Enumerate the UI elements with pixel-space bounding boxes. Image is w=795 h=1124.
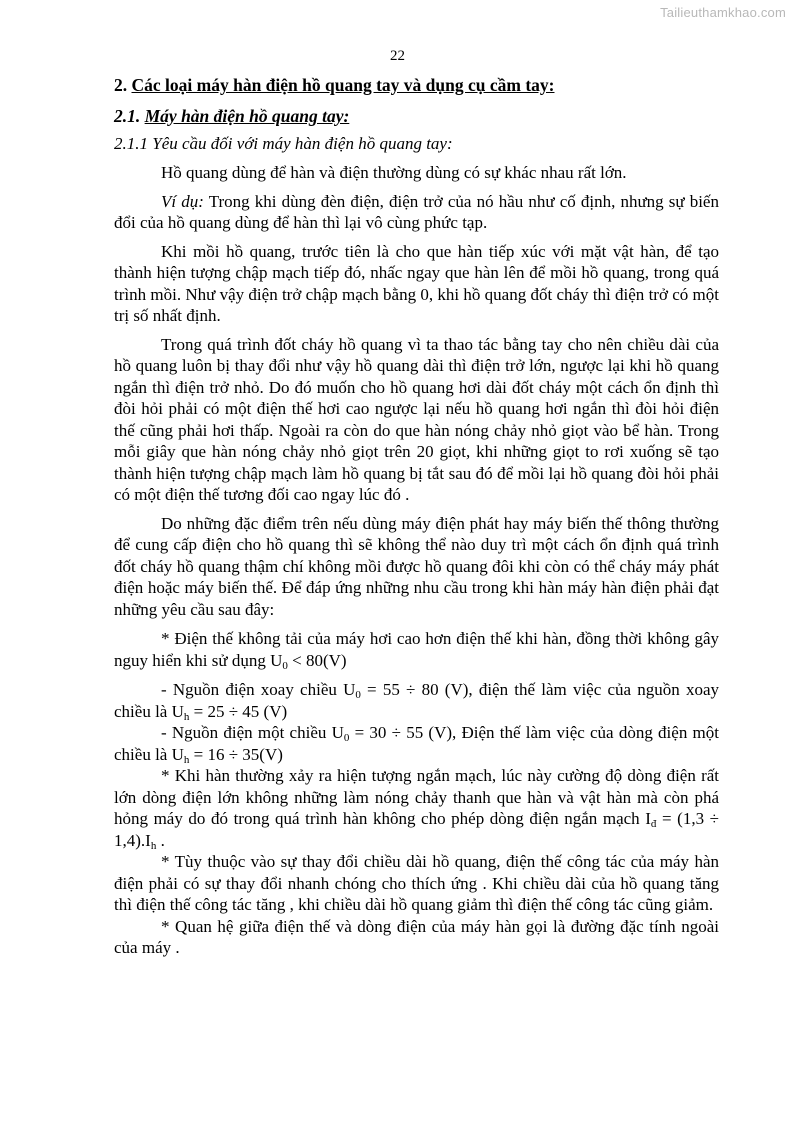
paragraph-text: < 80(V) xyxy=(287,650,347,670)
paragraph-text: - Nguồn điện một chiều U xyxy=(161,723,344,742)
requirement-item xyxy=(114,765,719,851)
subscript: h xyxy=(150,839,157,852)
subscript: đ xyxy=(650,818,657,830)
requirement-item: * Tùy thuộc vào sự thay đổi chiều dài hồ quang, điện thế công tác của máy hàn điện phải có sự thay đổi nhanh chóng cho thích ứng . Khi chiều dài của hồ quang tăng thì điện thế công tác tăng , khi chiều dài hồ quang giảm thì điện thế công tác cũng giảm. xyxy=(114,852,719,914)
paragraph-text: . xyxy=(156,830,165,850)
subsection-number: 2.1. xyxy=(114,106,141,126)
paragraph-text: = 55 ÷ 80 (V), điện thế làm việc của nguồn xoay chiều là U xyxy=(114,680,720,721)
subscript: h xyxy=(183,710,190,723)
requirement-item xyxy=(114,628,719,671)
paragraph-text: = 25 ÷ 45 (V) xyxy=(189,701,288,721)
paragraph-text: = (1,3 ÷ 1,4).I xyxy=(114,809,719,850)
requirement-item xyxy=(114,722,719,765)
paragraph-text: = 16 ÷ 35(V) xyxy=(189,744,283,764)
paragraph-text: Trong khi dùng đèn điện, điện trở của nó hầu như cố định, nhưng sự biến đổi của hồ quang dùng để hàn thì lại vô cùng phức tạp. xyxy=(114,191,719,232)
paragraph: Hồ quang dùng để hàn và điện thường dùng có sự khác nhau rất lớn. xyxy=(161,163,627,182)
subsection-heading xyxy=(114,105,719,127)
requirement-item: * Quan hệ giữa điện thế và dòng điện của máy hàn gọi là đường đặc tính ngoài của máy . xyxy=(114,916,719,957)
paragraph-text: = 30 ÷ 55 (V), Điện thế làm việc của dòng điện một chiều là U xyxy=(114,723,719,764)
paragraph-text: - Nguồn điện xoay chiều U xyxy=(161,680,356,699)
subscript: 0 xyxy=(355,689,361,701)
section-title: Các loại máy hàn điện hồ quang tay và dụng cụ cầm tay: xyxy=(131,75,555,95)
paragraph-text: * Khi hàn thường xảy ra hiện tượng ngắn mạch, lúc này cường độ dòng điện rất lớn dòng điện lớn không những làm nóng chảy thanh que hàn và vật hàn mà còn phá hỏng máy do đó trong quá trình hàn không cho phép dòng điện ngắn mạch I xyxy=(114,766,719,828)
paragraph: Khi mồi hồ quang, trước tiên là cho que hàn tiếp xúc với mặt vật hàn, để tạo thành hiện tượng chập mạch tiếp đó, nhấc ngay que hàn lên để mồi hồ quang, trong quá trình mồi. Như vậy điện trở chập mạch bằng 0, khi hồ quang đốt cháy thì điện trở có một trị số nhất định. xyxy=(114,241,719,325)
subsection-title: Máy hàn điện hồ quang tay: xyxy=(144,106,350,126)
watermark: Tailieuthamkhao.com xyxy=(660,5,786,20)
section-number: 2. xyxy=(114,75,128,95)
subscript: h xyxy=(183,753,190,766)
example-label: Ví dụ: xyxy=(161,191,204,211)
subscript: 0 xyxy=(282,659,288,672)
subscript: 0 xyxy=(343,732,350,744)
requirement-item xyxy=(114,679,719,722)
paragraph-text: * Điện thế không tải của máy hơi cao hơn điện thế khi hàn, đồng thời không gây nguy hiển khi sử dụng U xyxy=(114,629,719,670)
paragraph xyxy=(114,191,719,234)
section-heading xyxy=(114,74,719,96)
subsubsection-heading: 2.1.1 Yêu cầu đối với máy hàn điện hồ quang tay: xyxy=(114,134,453,153)
paragraph: Do những đặc điểm trên nếu dùng máy điện phát hay máy biến thế thông thường để cung cấp điện cho hồ quang thì sẽ không thể nào duy trì một cách ổn định quá trình đốt cháy hồ quang thậm chí không mồi được hồ quang đôi khi còn có thể cháy máy phát điện hoặc máy biến thế. Để đáp ứng những nhu cầu trong khi hàn máy hàn điện phải đạt những yêu cầu sau đây: xyxy=(114,513,719,619)
paragraph: Trong quá trình đốt cháy hồ quang vì ta thao tác bằng tay cho nên chiều dài của hồ quang luôn bị thay đổi như vậy hồ quang dài thì điện trở lớn, ngược lại khi hồ quang ngắn thì điện trở nhỏ. Do đó muốn cho hồ quang hơi dài đốt cháy một cách ổn định thì đòi hỏi phải có một điện thế hơi cao ngược lại nếu hồ quang hơi ngắn thì đòi hỏi điện thế cũng phải hơi thấp. Ngoài ra còn do que hàn nóng chảy nhỏ giọt vào bể hàn. Trong mỗi giây que hàn nóng chảy nhỏ giọt trên 20 giọt, khi những giọt to rơi xuống sẽ tạo thành hiện tượng chập mạch làm hồ quang bị tắt sau đó để mồi lại hồ quang đòi hỏi phải có một điện thế tương đối cao ngay lúc đó . xyxy=(114,334,719,504)
page-number: 22 xyxy=(390,48,405,64)
document-body xyxy=(114,74,719,959)
